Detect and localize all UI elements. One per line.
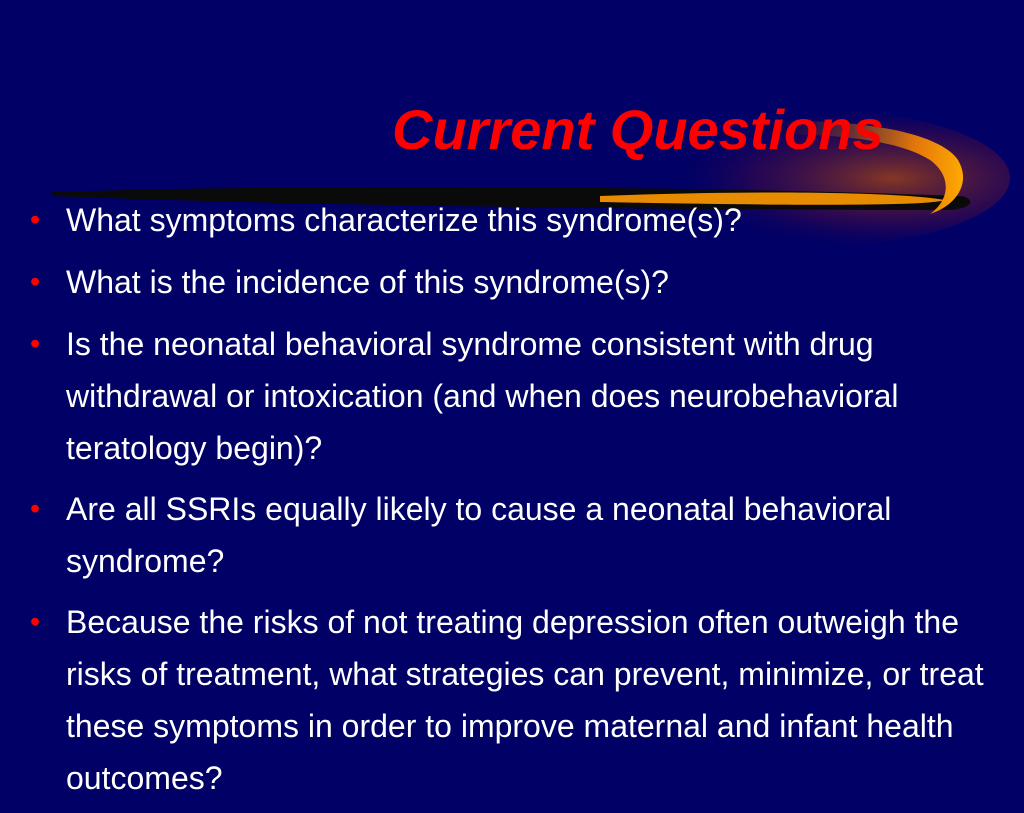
bullet-icon: • — [30, 606, 41, 638]
bullet-item-1 — [30, 194, 990, 247]
bullet-icon: • — [30, 328, 41, 360]
bullet-item-4 — [30, 483, 990, 587]
bullet-icon: • — [30, 266, 41, 298]
bullet-text: Is the neonatal behavioral syndrome consistent with drug withdrawal or intoxication (and when does neurobehavioral teratology begin)? — [66, 326, 899, 466]
bullet-item-3 — [30, 318, 990, 474]
bullet-text: What is the incidence of this syndrome(s)? — [66, 264, 669, 300]
bullet-icon: • — [30, 204, 41, 236]
bullet-list — [30, 194, 990, 813]
bullet-item-2 — [30, 256, 990, 309]
bullet-text: Because the risks of not treating depression often outweigh the risks of treatment, what strategies can prevent, minimize, or treat these symptoms in order to improve maternal and infant health outcomes? — [66, 604, 984, 796]
slide-title: Current Questions — [392, 98, 884, 161]
bullet-text: Are all SSRIs equally likely to cause a neonatal behavioral syndrome? — [66, 491, 892, 579]
bullet-text: What symptoms characterize this syndrome(s)? — [66, 202, 742, 238]
bullet-icon: • — [30, 493, 41, 525]
bullet-item-5 — [30, 596, 990, 804]
